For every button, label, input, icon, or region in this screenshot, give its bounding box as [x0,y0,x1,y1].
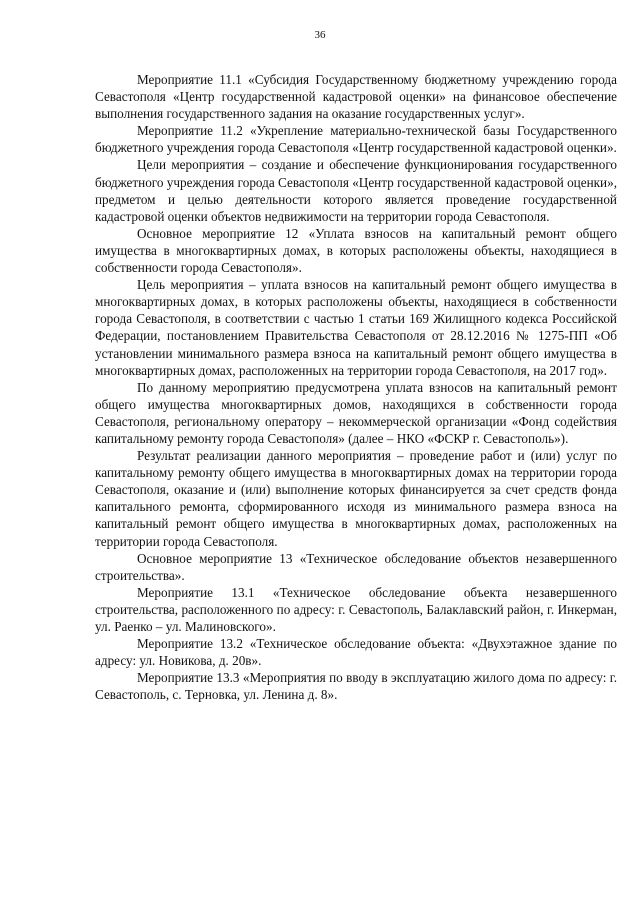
paragraph-measure-11-1: Мероприятие 11.1 «Субсидия Государственному бюджетному учреждению города Севастополя «Центр государственной кадастровой оценки» на финансовое обеспечение выполнения государственного задания на оказание государственных услуг». [95,72,617,122]
paragraph-measure-13-2: Мероприятие 13.2 «Техническое обследование объекта: «Двухэтажное здание по адресу: ул. Новикова, д. 20в». [95,636,617,669]
paragraph-measure-13-1: Мероприятие 13.1 «Техническое обследование объекта незавершенного строительства, расположенного по адресу: г. Севастополь, Балаклавский район, г. Инкерман, ул. Раенко – ул. Малиновского». [95,584,617,634]
paragraph-measure-goals: Цели мероприятия – создание и обеспечение функционирования государственного бюджетного учреждения города Севастополя «Центр государственной кадастровой оценки», предметом и целью деятельности которого является проведение государственной кадастровой оценки объектов недвижимости на территории города Севастополя. [95,157,617,224]
paragraph-measure-11-2: Мероприятие 11.2 «Укрепление материально-технической базы Государственного бюджетного учреждения города Севастополя «Центр государственной кадастровой оценки». [95,123,617,156]
paragraph-measure-13-3: Мероприятие 13.3 «Мероприятия по вводу в эксплуатацию жилого дома по адресу: г. Севастополь, с. Терновка, ул. Ленина д. 8». [95,670,617,703]
paragraph-measure-12-goal: Цель мероприятия – уплата взносов на капитальный ремонт общего имущества в многоквартирных домах, в которых расположены объекты, находящиеся в собственности города Севастополя, в соответствии с частью 1 статьи 169 Жилищного кодекса Российской Федерации, постановлением Правительства Севастополя от 28.12.2016 № 1275-ПП «Об установлении минимального размера взноса на капитальный ремонт общего имущества в многоквартирных домах, расположенных на территории города Севастополя, на 2017 год». [95,277,617,378]
paragraph-measure-12-result: Результат реализации данного мероприятия – проведение работ и (или) услуг по капитальному ремонту общего имущества в многоквартирных домах на территории города Севастополя, оказание и (или) выполнение которых финансируется за счет средств фонда капитального ремонта, сформированного исходя из минимального размера взноса на капитальный ремонт общего имущества в многоквартирных домах, расположенных на территории города Севастополя. [95,448,617,549]
paragraph-main-measure-12: Основное мероприятие 12 «Уплата взносов на капитальный ремонт общего имущества в многоквартирных домах, в которых расположены объекты, находящиеся в собственности города Севастополя». [95,225,617,276]
paragraph-measure-12-payment: По данному мероприятию предусмотрена уплата взносов на капитальный ремонт общего имущества многоквартирных домов, находящихся в собственности города Севастополя, региональному оператору – некоммерческой организации «Фонд содействия капитальному ремонту города Севастополя» (далее – НКО «ФСКР г. Севастополь»). [95,379,617,446]
paragraph-main-measure-13: Основное мероприятие 13 «Техническое обследование объектов незавершенного строительства». [95,550,617,583]
page-number: 36 [314,29,326,41]
document-body [95,71,617,703]
